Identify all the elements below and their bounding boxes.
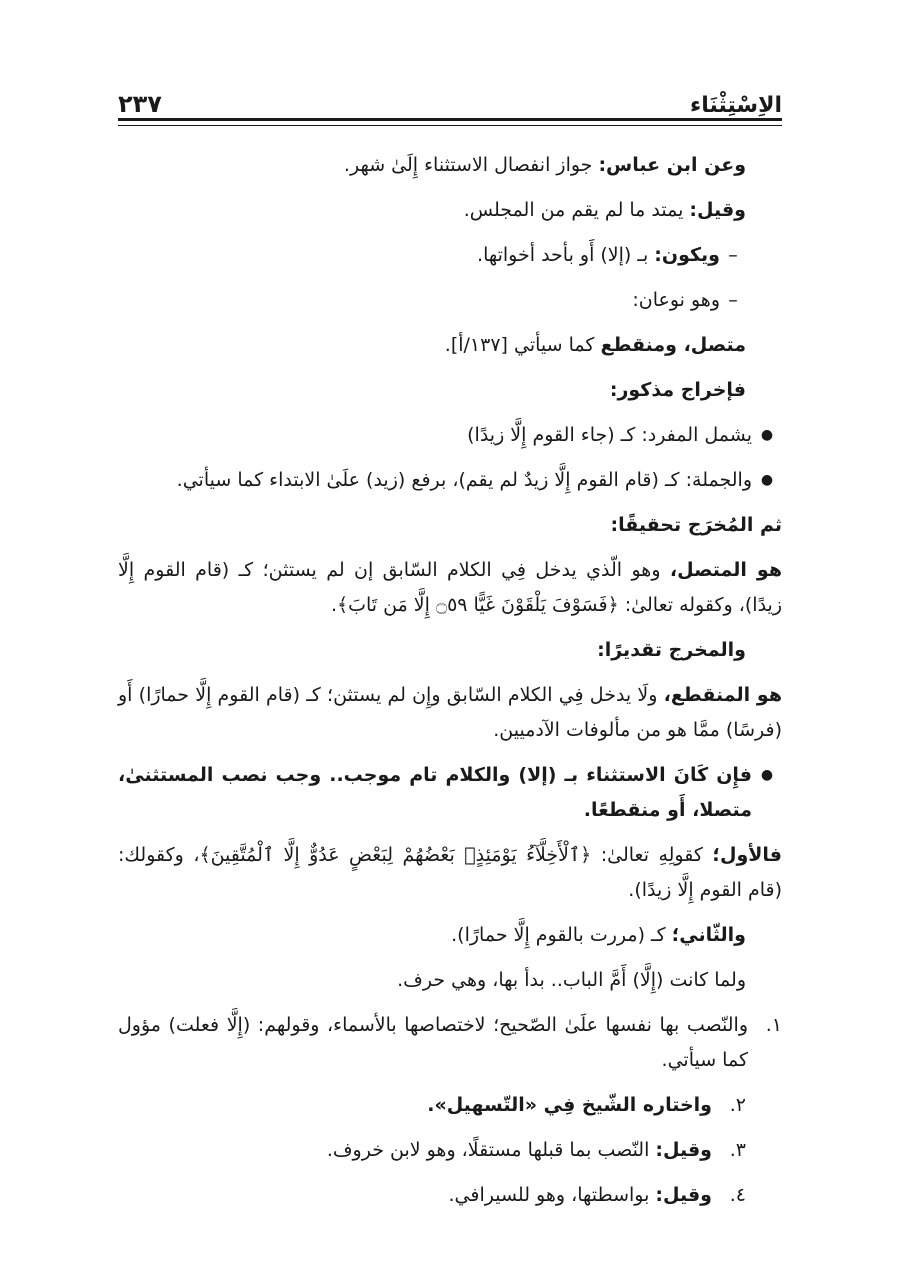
paragraph	[118, 918, 782, 953]
numbered-item	[118, 1088, 782, 1123]
paragraph: ولما كانت (إِلَّا) أَمَّ الباب.. بدأ بها، وهي حرف.	[397, 969, 746, 991]
item-number: ١.	[765, 1014, 782, 1036]
dash-item	[118, 283, 782, 318]
numbered-item	[118, 1008, 782, 1078]
page-header	[118, 78, 782, 118]
text: كما سيأتي [١٣٧/أ].	[444, 334, 601, 356]
paragraph	[118, 328, 782, 363]
paragraph	[118, 678, 782, 748]
item-text	[118, 238, 720, 273]
item-text: والجملة: كـ (قام القوم إِلَّا زيدٌ لم يقم)، برفع (زيد) علَىٰ الابتداء كما سيأتي.	[176, 469, 752, 491]
text: ولَا يدخل فِي الكلام السّابق وإِن لم يستثن؛ كـ (قام القوم إِلَّا حمارًا) أَو (فرسًا) ممَّا هو من مألوفات الآدميين.	[118, 684, 782, 741]
bold-lead: ويكون:	[654, 244, 720, 266]
bold-lead: وقيل:	[689, 199, 746, 221]
numbered-item	[118, 1178, 782, 1213]
text: كقولِهِ تعالىٰ: ﴿ٱلْأَخِلَّآءُ يَوْمَئِذٍۭ بَعْضُهُمْ لِبَعْضٍ عَدُوٌّ إِلَّا ٱلْمُتَّقِينَ﴾، وكقولك: (قام القوم إِلَّا زيدًا).	[118, 844, 782, 901]
paragraph	[118, 193, 782, 228]
item-text	[118, 1178, 712, 1213]
text: كـ (مررت بالقوم إِلَّا حمارًا).	[451, 924, 672, 946]
paragraph	[118, 148, 782, 183]
text: بـ (إلا) أَو بأحد أخواتها.	[477, 244, 655, 266]
text: وهو الّذي يدخل فِي الكلام السّابق إن لم يستثن؛ كـ (قام القوم إِلَّا زيدًا)، وكقوله تعالىٰ: ﴿فَسَوْفَ يَلْقَوْنَ غَيًّا ۝٥٩ إِلَّا مَن تَابَ﴾.	[118, 559, 782, 616]
bullet-marker: ●	[760, 427, 774, 443]
bold-lead: والثّاني؛	[671, 924, 746, 946]
bullet-item	[118, 418, 782, 453]
paragraph	[118, 553, 782, 623]
bold-lead: هو المنقطع،	[663, 684, 782, 706]
bold-lead: وقيل:	[655, 1184, 712, 1206]
header-rule-thin	[118, 125, 782, 126]
bold-lead: وعن ابن عباس:	[598, 154, 746, 176]
section-heading: والمخرج تقديرًا:	[597, 639, 746, 661]
item-text: واختاره الشّيخ فِي «التّسهيل».	[427, 1094, 712, 1116]
bullet-item	[118, 463, 782, 498]
section-heading: ثم المُخرَج تحقيقًا:	[610, 514, 782, 536]
item-text: والنّصب بها نفسها علَىٰ الصّحيح؛ لاختصاصها بالأسماء، وقولهم: (إِلَّا فعلت) مؤول كما سيأتي.	[118, 1014, 748, 1071]
item-text: فإِن كَانَ الاستثناء بـ (إلا) والكلام تام موجب.. وجب نصب المستثنىٰ، متصلا، أَو منقطعًا.	[118, 764, 752, 821]
text: بواسطتها، وهو للسيرافي.	[448, 1184, 656, 1206]
item-number: ٢.	[729, 1094, 746, 1116]
item-text: وهو نوعان:	[632, 289, 720, 311]
bullet-marker: ●	[760, 767, 774, 783]
paragraph	[118, 838, 782, 908]
numbered-item	[118, 1133, 782, 1168]
dash-marker: –	[728, 289, 738, 311]
item-number: ٤.	[729, 1184, 746, 1206]
bullet-item	[118, 758, 782, 828]
section-heading: فإخراج مذكور:	[609, 379, 746, 401]
bold-lead: هو المتصل،	[669, 559, 782, 581]
item-number: ٣.	[729, 1139, 746, 1161]
item-text: يشمل المفرد: كـ (جاء القوم إِلَّا زيدًا)	[467, 424, 752, 446]
text: يمتد ما لم يقم من المجلس.	[463, 199, 690, 221]
item-text	[118, 1133, 712, 1168]
text: جواز انفصال الاستثناء إِلَىٰ شهر.	[343, 154, 599, 176]
bold-lead: فالأول؛	[712, 844, 782, 866]
bold-lead: متصل، ومنقطع	[600, 334, 746, 356]
dash-item	[118, 238, 782, 273]
bold-lead: وقيل:	[655, 1139, 712, 1161]
dash-marker: –	[728, 244, 738, 266]
bullet-marker: ●	[760, 472, 774, 488]
page-body	[118, 148, 782, 1223]
page-number: ٢٣٧	[118, 90, 162, 118]
header-rule-thick	[118, 118, 782, 121]
text: النّصب بما قبلها مستقلًا، وهو لابن خروف.	[326, 1139, 656, 1161]
running-title: الاِسْتِثْنَاء	[689, 93, 782, 118]
